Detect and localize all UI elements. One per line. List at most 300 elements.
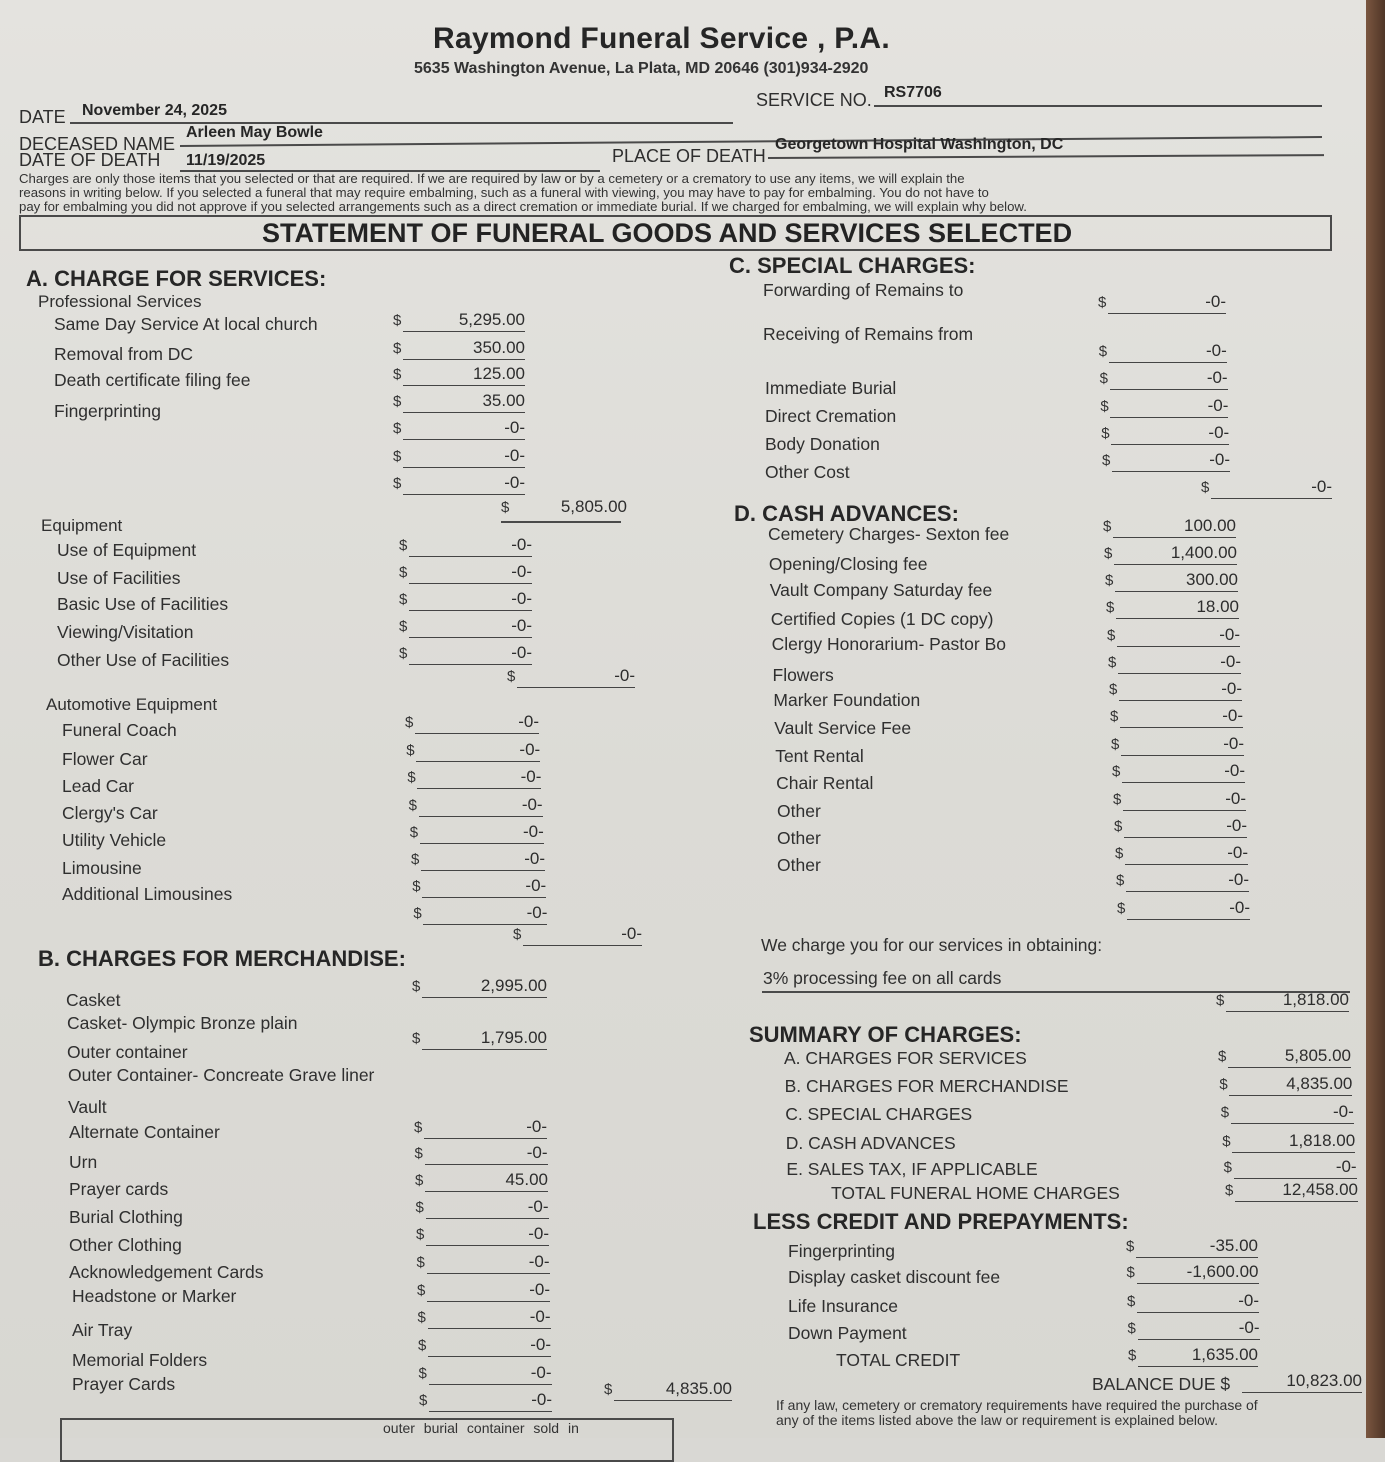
dollar-sign: $ <box>407 769 416 786</box>
disclaimer-text <box>19 172 1027 214</box>
credit-item-label: Display casket discount fee <box>788 1267 1001 1287</box>
amount-line <box>1234 1178 1357 1179</box>
line-item-amount <box>393 391 525 413</box>
amount-line <box>1138 1339 1260 1340</box>
dollar-sign: $ <box>1115 845 1124 862</box>
total-credit-amount <box>1128 1345 1258 1367</box>
cash-advance-label: Tent Rental <box>775 746 864 766</box>
line-item-amount <box>417 1280 550 1302</box>
dollar-sign: $ <box>414 1145 423 1162</box>
outer-container-amount <box>412 1028 547 1050</box>
line-item-value: -0- <box>504 418 525 437</box>
special-charge-label: Forwarding of Remains to <box>763 280 964 300</box>
disclaimer-line-1: Charges are only those items that you selected or that are required. If we are required by law or by a cemetery or a crematory to use any items, we will explain the <box>19 171 965 186</box>
dollar-sign: $ <box>1106 599 1115 616</box>
dollar-sign: $ <box>1105 572 1114 589</box>
merchandise-item-label: Other Clothing <box>69 1235 182 1255</box>
amount-line <box>422 897 546 898</box>
dollar-sign: $ <box>507 668 516 685</box>
line-item-value: -0- <box>521 795 543 814</box>
amount-line <box>1231 1123 1354 1124</box>
line-item-amount <box>393 338 525 360</box>
line-item-value: -0- <box>1228 870 1249 889</box>
line-item-value: -0- <box>523 822 544 841</box>
merchandise-subtotal <box>604 1379 732 1401</box>
dollar-sign: $ <box>413 905 422 922</box>
line-item-value: 4,835.00 <box>1286 1074 1353 1093</box>
cash-advance-label: Flowers <box>772 665 834 685</box>
line-item-value: -0- <box>1223 734 1244 753</box>
line-item-value: -0- <box>1238 1318 1260 1337</box>
dollar-sign: $ <box>1110 708 1119 725</box>
line-item-value: 35.00 <box>482 391 525 410</box>
amount-line <box>403 385 525 386</box>
equipment-item-label: Use of Equipment <box>57 540 197 560</box>
line-item-value: -0- <box>1222 706 1243 725</box>
line-item-amount <box>415 1170 548 1192</box>
amount-line <box>1125 864 1248 865</box>
equipment-item-label: Basic Use of Facilities <box>57 594 229 614</box>
dollar-sign: $ <box>393 475 402 492</box>
dollar-sign: $ <box>412 878 421 895</box>
line-item-amount <box>393 473 525 495</box>
line-item-value: -0- <box>525 876 547 895</box>
dollar-sign: $ <box>399 564 408 581</box>
date-label: DATE <box>19 107 66 127</box>
line-item-value: -0- <box>1205 292 1226 311</box>
cash-advance-label: Vault Service Fee <box>774 718 912 738</box>
line-item-amount <box>399 643 532 665</box>
section-c-title: C. SPECIAL CHARGES: <box>729 253 976 278</box>
service-no-value[interactable]: RS7706 <box>884 84 942 101</box>
dollar-sign: $ <box>393 312 402 329</box>
date-value[interactable]: November 24, 2025 <box>82 102 227 119</box>
line-item-amount <box>1113 789 1246 811</box>
amount-line <box>1114 564 1237 565</box>
amount-line <box>1110 389 1228 390</box>
amount-line <box>426 1218 549 1219</box>
line-item-value: -0- <box>518 712 539 731</box>
cash-advance-label: Clergy Honorarium- Pastor Bo <box>771 634 1006 654</box>
dollar-sign: $ <box>513 926 522 943</box>
line-item-value: -0- <box>526 1117 547 1136</box>
dollar-sign: $ <box>1098 294 1107 311</box>
amount-line <box>1116 618 1239 619</box>
credit-item-label: Down Payment <box>788 1323 907 1343</box>
dollar-sign: $ <box>399 645 408 662</box>
dollar-sign: $ <box>1128 1347 1137 1364</box>
section-d-title: D. CASH ADVANCES: <box>734 501 959 526</box>
dollar-sign: $ <box>1113 791 1122 808</box>
balance-due-label: BALANCE DUE $ <box>1092 1374 1231 1394</box>
section-b-title: B. CHARGES FOR MERCHANDISE: <box>38 946 406 971</box>
amount-line <box>426 1245 549 1246</box>
line-item-value: -0- <box>1333 1102 1354 1121</box>
dollar-sign: $ <box>1201 479 1210 496</box>
company-address: 5635 Washington Avenue, La Plata, MD 20646 (301)934-2920 <box>414 60 869 77</box>
dollar-sign: $ <box>415 1172 424 1189</box>
professional-subtotal <box>501 497 627 519</box>
line-item-value: 1,400.00 <box>1170 543 1237 562</box>
dollar-sign: $ <box>419 1392 428 1409</box>
credits-title: LESS CREDIT AND PREPAYMENTS: <box>753 1209 1129 1234</box>
line-item-value: -0- <box>1226 816 1247 835</box>
line-item-value: -0- <box>1206 341 1227 360</box>
line-item-amount <box>1222 1131 1355 1153</box>
line-item-amount <box>1127 1291 1259 1313</box>
line-item-value: -0- <box>1220 652 1241 671</box>
amount-line <box>1228 1067 1351 1068</box>
line-item-amount <box>393 310 525 332</box>
amount-line <box>1127 919 1250 920</box>
amount-line <box>422 997 547 998</box>
special-subtotal-value: -0- <box>1311 477 1332 496</box>
amount-line <box>403 331 525 332</box>
merchandise-subtotal-value: 4,835.00 <box>665 1379 732 1398</box>
special-charge-label: Immediate Burial <box>765 378 897 398</box>
line-item-value: 45.00 <box>505 1170 548 1189</box>
dollar-sign: $ <box>1102 452 1111 469</box>
total-charges-label: TOTAL FUNERAL HOME CHARGES <box>831 1183 1120 1203</box>
dollar-sign: $ <box>412 1030 421 1047</box>
merchandise-item-label: Urn <box>69 1152 98 1172</box>
deceased-value[interactable]: Arleen May Bowle <box>186 124 323 141</box>
dollar-sign: $ <box>1100 398 1109 415</box>
line-item-value: -0- <box>1206 368 1228 387</box>
cash-advances-subtotal-value: 1,818.00 <box>1282 990 1349 1009</box>
line-item-value: -0- <box>504 446 525 465</box>
special-charge-label: Direct Cremation <box>765 406 897 426</box>
special-charge-label: Body Donation <box>765 434 880 454</box>
amount-line <box>614 1400 732 1401</box>
line-item-amount <box>1117 898 1250 920</box>
line-item-value: 100.00 <box>1184 516 1236 535</box>
credit-item-label: Life Insurance <box>788 1296 898 1316</box>
line-item-amount <box>413 903 547 925</box>
balance-due-amount <box>1242 1371 1362 1393</box>
line-item-amount <box>1127 1262 1259 1284</box>
amount-line <box>429 1384 552 1385</box>
automotive-item-label: Lead Car <box>62 776 134 796</box>
line-item-amount <box>418 1335 551 1357</box>
amount-line <box>427 1273 550 1274</box>
line-item-value: -0- <box>1209 450 1230 469</box>
line-item-amount <box>1221 1102 1354 1124</box>
line-item-amount <box>399 562 532 584</box>
merchandise-item-label: Air Tray <box>72 1320 133 1340</box>
amount-line <box>421 870 545 871</box>
amount-line <box>403 359 525 360</box>
amount-line <box>409 664 532 665</box>
line-item-amount <box>418 1307 551 1329</box>
line-item-value: -0- <box>531 1390 552 1409</box>
line-item-amount <box>1128 1318 1260 1340</box>
dollar-sign: $ <box>1107 627 1116 644</box>
dollar-sign: $ <box>1223 1159 1232 1176</box>
processing-fee-text: 3% processing fee on all cards <box>763 968 1002 988</box>
line-item-value: -0- <box>528 1224 549 1243</box>
dollar-sign: $ <box>1112 763 1121 780</box>
merchandise-item-label: Headstone or Marker <box>72 1286 237 1306</box>
line-item-value: 300.00 <box>1186 570 1238 589</box>
amount-line <box>424 1138 547 1139</box>
line-item-amount <box>1110 706 1243 728</box>
line-item-value: -0- <box>524 849 545 868</box>
date-of-death-value[interactable]: 11/19/2025 <box>186 152 266 169</box>
line-item-value: -0- <box>1229 898 1250 917</box>
line-item-amount <box>399 616 532 638</box>
amount-line <box>1235 1201 1358 1202</box>
dollar-sign: $ <box>1114 818 1123 835</box>
automotive-item-label: Funeral Coach <box>62 720 177 740</box>
dollar-sign: $ <box>393 448 402 465</box>
automotive-item-label: Limousine <box>62 858 142 878</box>
service-no-label: SERVICE NO. <box>756 90 872 110</box>
line-item-amount <box>405 712 539 734</box>
line-item-value: -1,600.00 <box>1186 1262 1259 1281</box>
casket-label: Casket <box>66 990 121 1010</box>
equipment-item-label: Other Use of Facilities <box>57 650 230 670</box>
amount-line <box>1242 1392 1362 1393</box>
line-item-amount <box>1112 761 1245 783</box>
line-item-amount <box>1098 292 1226 314</box>
deceased-label: DECEASED NAME <box>19 134 176 154</box>
bottom-notice-text: outer burial container sold in <box>383 1420 579 1436</box>
line-item-amount <box>411 849 545 871</box>
amount-line <box>428 1328 551 1329</box>
bottom-notice-box <box>60 1418 674 1462</box>
dollar-sign: $ <box>1126 1264 1135 1281</box>
merchandise-item-label: Acknowledgement Cards <box>69 1262 264 1282</box>
amount-line <box>403 467 525 468</box>
line-item-amount <box>409 795 543 817</box>
dollar-sign: $ <box>1116 872 1125 889</box>
line-item-amount <box>1224 1157 1357 1179</box>
line-item-amount <box>1115 843 1248 865</box>
cash-advance-label: Other <box>777 801 821 821</box>
merchandise-item-label: Prayer cards <box>69 1179 169 1199</box>
dollar-sign: $ <box>414 1119 423 1136</box>
dollar-sign: $ <box>417 1282 426 1299</box>
line-item-value: -0- <box>528 1252 550 1271</box>
amount-line <box>1232 1152 1355 1153</box>
summary-item-label: B. CHARGES FOR MERCHANDISE <box>784 1076 1069 1096</box>
line-item-value: 350.00 <box>473 338 525 357</box>
line-item-value: 125.00 <box>473 364 525 383</box>
amount-line <box>420 843 544 844</box>
line-item-value: -0- <box>519 740 541 759</box>
amount-line <box>1109 362 1227 363</box>
line-item-value: -0- <box>511 562 532 581</box>
equipment-item-label: Use of Facilities <box>57 568 181 588</box>
summary-item-label: C. SPECIAL CHARGES <box>785 1104 973 1124</box>
total-charges-amount <box>1225 1180 1358 1202</box>
dollar-sign: $ <box>393 393 402 410</box>
place-of-death-value[interactable]: Georgetown Hospital Washington, DC <box>775 136 1064 153</box>
line-item-amount <box>1099 341 1227 363</box>
automotive-subtotal-value: -0- <box>621 924 642 943</box>
line-item-amount <box>416 1224 549 1246</box>
dollar-sign: $ <box>408 797 417 814</box>
automotive-label: Automotive Equipment <box>46 695 218 714</box>
professional-service-label: Fingerprinting <box>54 401 161 421</box>
dollar-sign: $ <box>412 978 421 995</box>
dollar-sign: $ <box>411 851 420 868</box>
line-item-amount <box>1219 1074 1352 1096</box>
line-item-amount <box>1101 423 1229 445</box>
service-no-underline <box>874 105 1322 107</box>
line-item-value: -0- <box>1335 1157 1357 1176</box>
special-charge-label: Receiving of Remains from <box>763 324 974 344</box>
dollar-sign: $ <box>1220 1104 1230 1121</box>
line-item-amount <box>1108 652 1241 674</box>
automotive-item-label: Flower Car <box>62 749 148 769</box>
cash-advance-label: Other <box>777 828 821 848</box>
line-item-amount <box>1126 1236 1258 1258</box>
line-item-amount <box>406 740 540 762</box>
amount-line <box>425 1164 548 1165</box>
amount-line <box>1120 727 1243 728</box>
dollar-sign: $ <box>1222 1133 1231 1150</box>
dollar-sign: $ <box>604 1381 613 1398</box>
amount-line <box>409 637 532 638</box>
amount-line <box>1136 1257 1258 1258</box>
line-item-value: -0- <box>529 1307 551 1326</box>
dollar-sign: $ <box>416 1226 425 1243</box>
dollar-sign: $ <box>399 591 408 608</box>
dollar-sign: $ <box>1127 1320 1136 1337</box>
automotive-subtotal <box>513 924 642 946</box>
amount-line <box>403 439 525 440</box>
dollar-sign: $ <box>415 1199 424 1216</box>
line-item-value: -0- <box>1221 679 1242 698</box>
professional-service-label: Death certificate filing fee <box>54 370 251 390</box>
line-item-amount <box>1103 516 1236 538</box>
line-item-value: -0- <box>511 643 532 662</box>
special-charge-label: Other Cost <box>765 462 850 482</box>
line-item-value: -0- <box>520 767 542 786</box>
dollar-sign: $ <box>1109 681 1118 698</box>
line-item-value: -0- <box>1238 1291 1259 1310</box>
line-item-amount <box>1109 679 1242 701</box>
outer-container-label: Outer container <box>67 1042 188 1062</box>
cash-advance-label: Vault Company Saturday fee <box>769 580 993 600</box>
line-item-amount <box>1105 570 1238 592</box>
cash-advance-label: Chair Rental <box>776 773 874 793</box>
line-item-value: -0- <box>530 1363 552 1382</box>
amount-line <box>1229 1095 1352 1096</box>
amount-line <box>1122 782 1245 783</box>
line-item-amount <box>1100 396 1228 418</box>
line-item-amount <box>407 767 541 789</box>
dollar-sign: $ <box>1117 900 1126 917</box>
automotive-item-label: Clergy's Car <box>62 803 158 823</box>
cash-advance-label: Other <box>777 855 821 875</box>
line-item-amount <box>410 822 544 844</box>
summary-item-label: E. SALES TAX, IF APPLICABLE <box>786 1159 1038 1179</box>
cash-advance-label: Opening/Closing fee <box>768 554 928 574</box>
summary-item-label: D. CASH ADVANCES <box>785 1133 956 1153</box>
line-item-amount <box>399 589 532 611</box>
amount-line <box>415 733 539 734</box>
outer-container-amount-value: 1,795.00 <box>480 1028 547 1047</box>
line-item-value: -0- <box>527 1197 549 1216</box>
amount-line <box>422 1049 547 1050</box>
amount-line <box>1138 1366 1258 1367</box>
requirements-note-line-1: If any law, cemetery or crematory requirements have required the purchase of <box>776 1397 1258 1413</box>
line-item-amount <box>393 446 525 468</box>
summary-item-label: A. CHARGES FOR SERVICES <box>784 1048 1027 1068</box>
amount-line <box>416 761 540 762</box>
line-item-value: -35.00 <box>1209 1236 1258 1255</box>
dollar-sign: $ <box>1216 992 1225 1009</box>
line-item-value: 5,295.00 <box>458 310 525 329</box>
amount-line <box>409 583 532 584</box>
dollar-sign: $ <box>1225 1182 1234 1199</box>
line-item-amount <box>1111 734 1244 756</box>
company-name: Raymond Funeral Service , P.A. <box>433 22 890 55</box>
section-a-title: A. CHARGE FOR SERVICES: <box>26 266 327 291</box>
outer-container-description: Outer Container- Concreate Grave liner <box>68 1065 375 1085</box>
line-item-amount <box>1100 368 1228 390</box>
merchandise-item-label: Burial Clothing <box>69 1207 183 1227</box>
dollar-sign: $ <box>1108 654 1117 671</box>
casket-amount-value: 2,995.00 <box>480 976 547 995</box>
amount-line <box>1115 591 1238 592</box>
line-item-amount <box>417 1252 550 1274</box>
line-item-value: -0- <box>511 589 532 608</box>
dollar-sign: $ <box>1103 518 1112 535</box>
line-item-amount <box>1116 870 1249 892</box>
amount-line <box>429 1411 552 1412</box>
dollar-sign: $ <box>418 1337 427 1354</box>
dollar-sign: $ <box>1101 425 1110 442</box>
dollar-sign: $ <box>1111 736 1120 753</box>
line-item-value: 18.00 <box>1196 597 1239 616</box>
line-item-value: -0- <box>526 903 548 922</box>
dollar-sign: $ <box>1126 1238 1135 1255</box>
dollar-sign: $ <box>1098 343 1108 360</box>
line-item-value: 5,805.00 <box>1284 1046 1351 1065</box>
line-item-amount <box>414 1117 547 1139</box>
obtaining-text: We charge you for our services in obtaining: <box>761 935 1103 955</box>
requirements-note-line-2: any of the items listed above the law or requirement is explained below. <box>776 1412 1219 1428</box>
casket-description: Casket- Olympic Bronze plain <box>67 1013 298 1033</box>
amount-line <box>1108 313 1226 314</box>
line-item-amount <box>412 876 546 898</box>
dollar-sign: $ <box>409 824 419 841</box>
line-item-value: -0- <box>1224 761 1245 780</box>
line-item-amount <box>1218 1046 1351 1068</box>
dollar-sign: $ <box>405 714 414 731</box>
line-item-amount <box>393 364 525 386</box>
line-item-amount <box>1114 816 1247 838</box>
line-item-value: -0- <box>511 535 532 554</box>
cash-advances-subtotal <box>1216 990 1349 1012</box>
amount-line <box>403 412 525 413</box>
amount-line <box>427 1301 550 1302</box>
line-item-amount <box>1102 450 1230 472</box>
dollar-sign: $ <box>406 742 415 759</box>
automotive-item-label: Additional Limousines <box>62 884 233 904</box>
merchandise-item-label: Alternate Container <box>69 1122 220 1142</box>
amount-line <box>1126 891 1249 892</box>
disclaimer-line-3: pay for embalming you did not approve if you selected arrangements such as a direct cremation or immediate burial. If we charged for embalming, we will explain why below. <box>19 199 1027 214</box>
total-charges-value: 12,458.00 <box>1282 1180 1358 1199</box>
dollar-sign: $ <box>1219 1076 1228 1093</box>
total-credit-label: TOTAL CREDIT <box>836 1350 961 1370</box>
line-item-amount <box>416 1197 549 1219</box>
